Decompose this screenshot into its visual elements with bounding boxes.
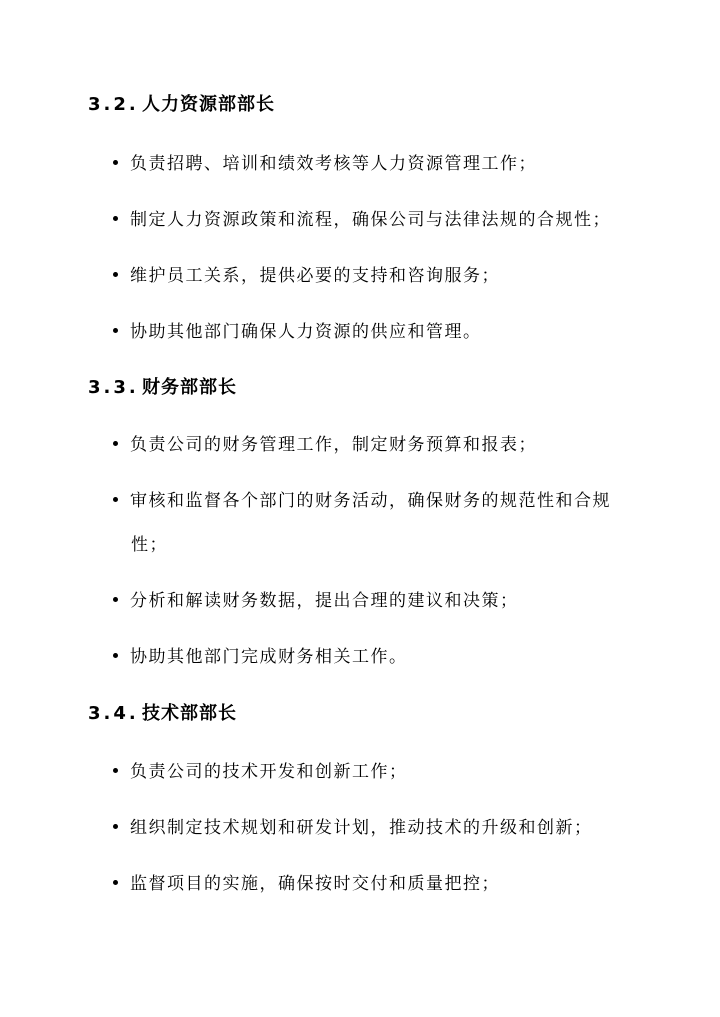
section-number: 3.3.: [88, 377, 139, 398]
section-title: 技术部部长: [142, 703, 237, 724]
list-item: 组织制定技术规划和研发计划，推动技术的升级和创新；: [113, 813, 593, 838]
bullet-icon: [113, 653, 118, 658]
section-title: 人力资源部部长: [142, 94, 275, 115]
bullet-icon: [113, 768, 118, 773]
list-item: 维护员工关系，提供必要的支持和咨询服务；: [113, 261, 500, 286]
list-item: 审核和监督各个部门的财务活动，确保财务的规范性和合规: [113, 486, 611, 511]
bullet-icon: [113, 216, 118, 221]
bullet-icon: [113, 328, 118, 333]
bullet-icon: [113, 597, 118, 602]
section-heading-3-3: [88, 373, 237, 399]
section-number: 3.4.: [88, 703, 139, 724]
bullet-icon: [113, 497, 118, 502]
section-heading-3-2: [88, 90, 275, 116]
section-heading-3-4: [88, 699, 237, 725]
list-item: 负责招聘、培训和绩效考核等人力资源管理工作；: [113, 149, 537, 174]
list-item-continuation: 性；: [131, 535, 168, 555]
list-item: 分析和解读财务数据，提出合理的建议和决策；: [113, 586, 519, 611]
bullet-icon: [113, 441, 118, 446]
section-title: 财务部部长: [142, 377, 237, 398]
list-item: 协助其他部门确保人力资源的供应和管理。: [113, 317, 482, 342]
list-item: 制定人力资源政策和流程，确保公司与法律法规的合规性；: [113, 205, 611, 230]
list-item: 负责公司的财务管理工作，制定财务预算和报表；: [113, 430, 537, 455]
bullet-icon: [113, 824, 118, 829]
list-item: 协助其他部门完成财务相关工作。: [113, 642, 408, 667]
section-number: 3.2.: [88, 94, 139, 115]
list-item: 监督项目的实施，确保按时交付和质量把控；: [113, 869, 500, 894]
bullet-icon: [113, 880, 118, 885]
list-item: 负责公司的技术开发和创新工作；: [113, 757, 408, 782]
bullet-icon: [113, 272, 118, 277]
bullet-icon: [113, 160, 118, 165]
